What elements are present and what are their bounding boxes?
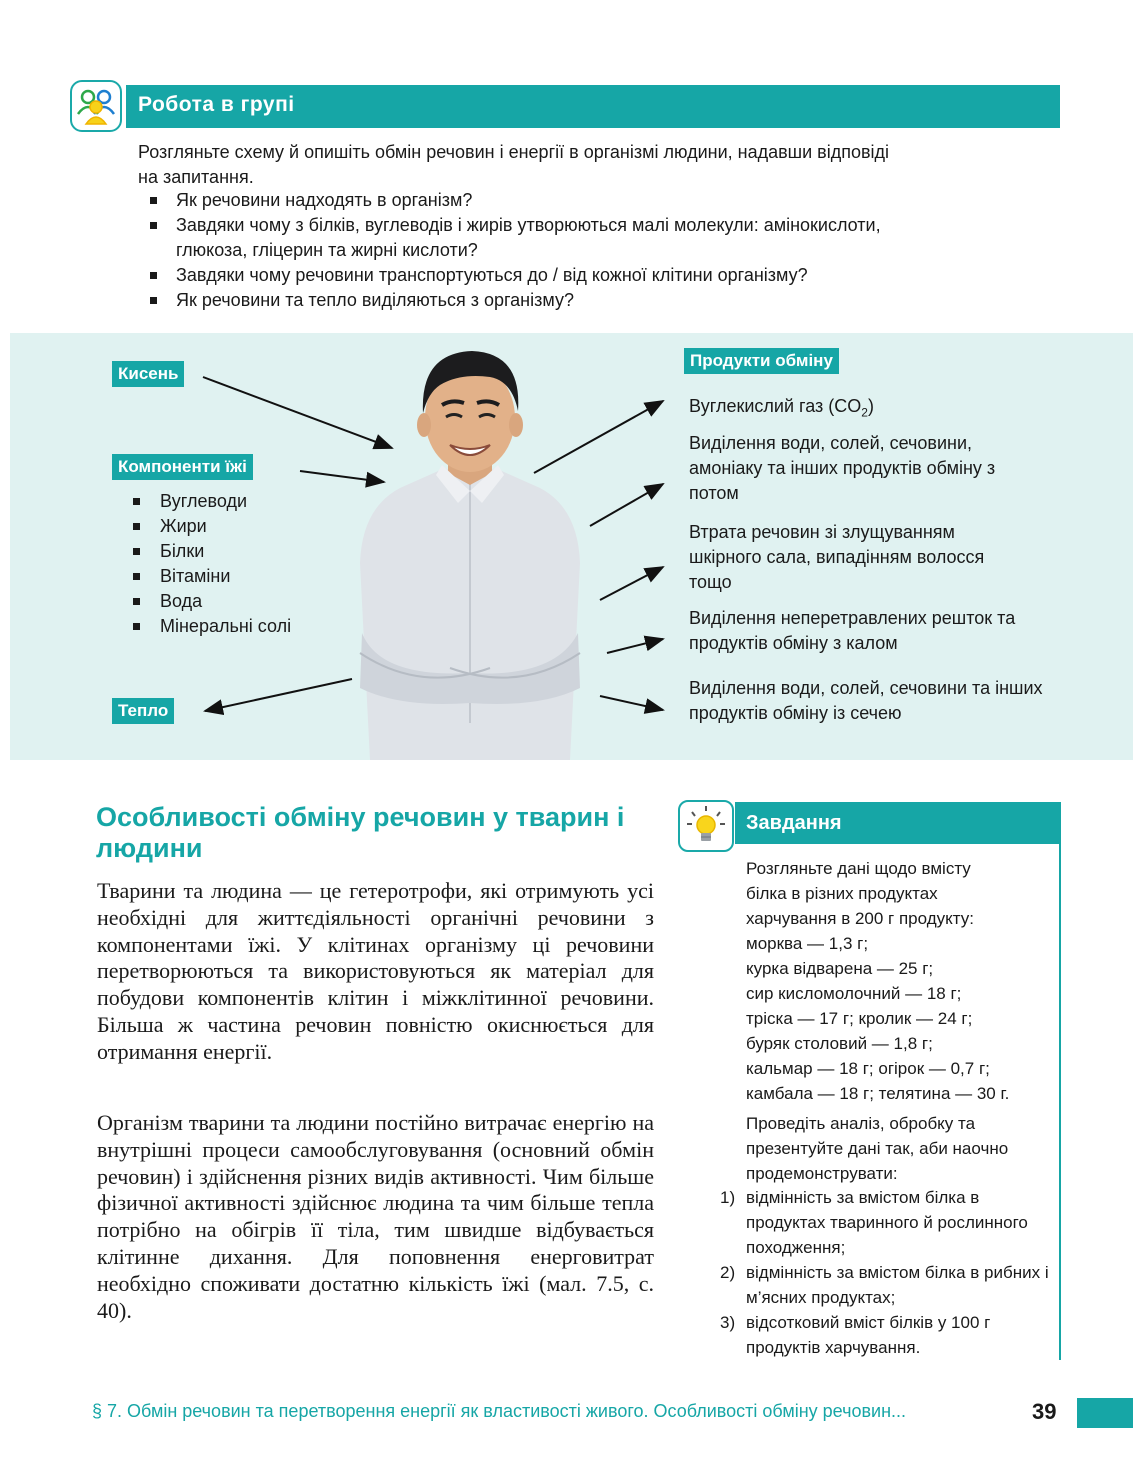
task-item-number: 3) (720, 1313, 736, 1332)
question-item: Завдяки чому з білків, вуглеводів і жирів утворюються малі молекули: амінокислоти, глюкоза, гліцерин та жирні кислоти? (148, 213, 928, 263)
task-line: камбала — 18 г; телятина — 30 г. (746, 1084, 1010, 1103)
section-heading: Особливості обміну речовин у тварин і людини (96, 802, 625, 863)
task-data-text (746, 856, 1056, 1186)
task-line: кальмар — 18 г; огірок — 0,7 г; (746, 1059, 990, 1078)
task-instruction: Проведіть аналіз, обробку та презентуйте дані так, аби наочно продемонструвати: (746, 1114, 1009, 1183)
section-paragraph-1: Тварини та людина — це гетеротрофи, які отримують усі необхідні для життєдіяльності органічні речовини з компонентами їжі. У клітинах організму ці речовини перетворюються та використовуються як матеріал для побудови компонентів клітин і міжклітинної речовини. Більша ж частина речовин повністю окиснюється для отримання енергії. (97, 878, 654, 1064)
question-item: Завдяки чому речовини транспортуються до / від кожної клітини організму? (148, 263, 928, 288)
question-item: Як речовини та тепло виділяються з організму? (148, 288, 928, 313)
arrow-feces-out (607, 639, 663, 653)
arrow-oxygen-in (203, 377, 392, 448)
task-line: Розгляньте дані щодо вмісту (746, 859, 971, 878)
task-item-text: відмінність за вмістом білка в рибних і м’ясних продуктах; (746, 1263, 1049, 1307)
food-components-label: Компоненти їжі (112, 454, 253, 480)
task-line: морква — 1,3 г; (746, 934, 869, 953)
food-item: Жири (133, 514, 291, 539)
group-work-icon (70, 80, 122, 132)
output-urine: Виділення води, солей, сечовини та інших продуктів обміну із сечею (689, 678, 1043, 723)
page-number: 39 (1032, 1399, 1057, 1424)
output-skin: Втрата речовин зі злущуванням шкірного сала, випадінням волосся тощо (689, 522, 985, 592)
group-work-questions (148, 188, 928, 313)
arrow-sweat-out (590, 484, 663, 526)
food-item: Білки (133, 539, 291, 564)
food-item: Вода (133, 589, 291, 614)
task-item (720, 1185, 1036, 1260)
arrow-co2-out (534, 401, 663, 473)
task-line: курка відварена — 25 г; (746, 959, 934, 978)
page-marker-bar (1077, 1398, 1133, 1428)
arrow-skin-out (600, 567, 663, 600)
task-item-text: відсотковий вміст білків у 100 г продуктів харчування. (746, 1313, 991, 1357)
task-items (720, 1185, 1056, 1360)
co2-suffix: ) (867, 396, 874, 416)
task-item-number: 2) (720, 1263, 736, 1282)
heat-label: Тепло (112, 698, 174, 724)
task-line: буряк столовий — 1,8 г; (746, 1034, 933, 1053)
footer-running-title: § 7. Обмін речовин та перетворення енергії як властивості живого. Особливості обміну речовин... (92, 1401, 907, 1421)
arrow-food-in (300, 471, 384, 482)
oxygen-label: Кисень (112, 361, 184, 387)
food-item: Вуглеводи (133, 489, 291, 514)
task-item-number: 1) (720, 1188, 736, 1207)
task-line: харчування в 200 г продукту: (746, 909, 974, 928)
co2-subscript: 2 (861, 405, 868, 420)
food-item: Вітаміни (133, 564, 291, 589)
arrow-heat-out (205, 679, 352, 711)
task-item (720, 1310, 1046, 1360)
task-line: сир кисломолочний — 18 г; (746, 984, 962, 1003)
task-line: тріска — 17 г; кролик — 24 г; (746, 1009, 973, 1028)
group-work-intro: Розгляньте схему й опишіть обмін речовин і енергії в організмі людини, надавши відповіді на запитання. (138, 142, 890, 187)
output-feces: Виділення неперетравлених решток та продуктів обміну з калом (689, 608, 1016, 653)
scheme-arrows (0, 333, 1133, 760)
question-item: Як речовини надходять в організм? (148, 188, 928, 213)
group-work-title: Робота в групі (138, 93, 295, 116)
co2-prefix: Вуглекислий газ (CO (689, 396, 862, 416)
task-title: Завдання (746, 812, 842, 834)
task-line: білка в різних продуктах (746, 884, 938, 903)
task-border-line (1059, 844, 1061, 1360)
task-item (720, 1260, 1056, 1310)
food-item: Мінеральні солі (133, 614, 291, 639)
lightbulb-icon (678, 800, 734, 852)
task-item-text: відмінність за вмістом білка в продуктах тваринного й рослинного походження; (746, 1188, 1028, 1257)
metabolic-products-label: Продукти обміну (684, 348, 839, 374)
section-paragraph-2: Організм тварини та людини постійно витрачає енергію на внутрішні процеси самообслуговування (основний обмін речовин) і здійснення різних видів активності. Чим більше фізичної активності здійснює людина та чим більше тепла потрібно на обігрів її тіла, тим швидше відбувається клітинне дихання. Для поповнення енерговитрат необхідно споживати достатню кількість їжі (мал. 7.5, с. 40). (97, 1110, 654, 1323)
arrow-urine-out (600, 696, 663, 710)
output-sweat: Виділення води, солей, сечовини, амоніаку та інших продуктів обміну з потом (689, 433, 996, 503)
